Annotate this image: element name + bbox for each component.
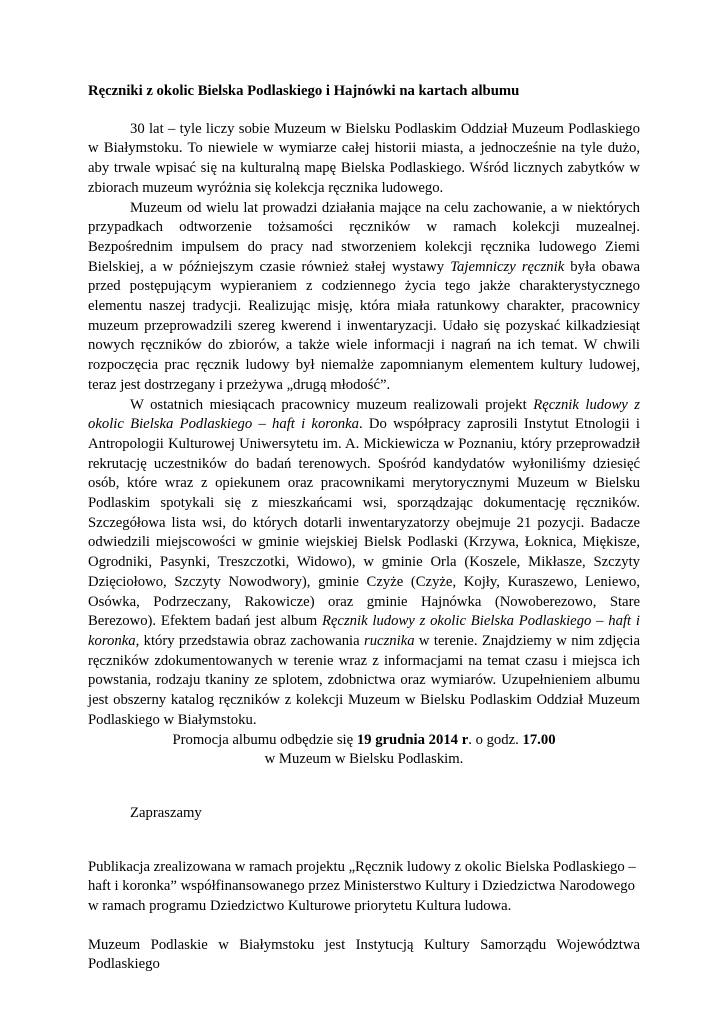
exhibition-title: Tajemniczy ręcznik <box>450 258 565 275</box>
promotion-location: w Muzeum w Bielsku Podlaskim. <box>264 751 464 768</box>
paragraph-project-text-2: . Do współpracy zaprosili Instytut Etnologii i Antropologii Kulturowej Uniwersytetu im. A. Mickiewicza w Poznaniu, który przeprowadził rekrutację uczestników do badań terenowych. Spośród kandydatów wyłoniliśmy dziesięć osób, które wraz z opiekunem oraz pracownikami merytorycznymi Muzeum w Bielsku Podlaskim spotykali się z mieszkańcami wsi, sporządzając dokumentację ręczników. Szczegółowa lista wsi, do których dotarli inwentaryzatorzy obejmuje 21 pozycji. Badacze odwiedzili miejscowości w gminie wiejskiej Bielsk Podlaski (Krzywa, Łoknica, Miękisze, Ogrodniki, Pasynki, Treszczotki, Widowo), w gminie Orla (Koszele, Mikłasze, Szczyty Dzięciołowo, Szczyty Nowodwory), gminie Czyże (Czyże, Kojły, Kuraszewo, Leniewo, Osówka, Podrzeczany, Rakowicze) oraz gminie Hajnówka (Nowoberezowo, Stare Berezowo). Efektem badań jest album <box>88 416 640 630</box>
document-page <box>88 82 640 975</box>
paragraph-intro: 30 lat – tyle liczy sobie Muzeum w Bielsku Podlaskim Oddział Muzeum Podlaskiego w Białymstoku. To niewiele w wymiarze całej historii miasta, a jednocześnie na tyle dużo, aby trwale wpisać się na kulturalną mapę Bielska Podlaskiego. Wśród licznych zabytków w zbiorach muzeum wyróżnia się kolekcja ręcznika ludowego. <box>88 120 640 196</box>
promotion-line <box>88 731 640 751</box>
closing-invitation: Zapraszamy <box>130 804 202 821</box>
paragraph-mission <box>88 199 640 396</box>
paragraph-mission-text-1: Muzeum od wielu lat prowadzi działania mające na celu zachowanie, a w niektórych przypadkach odtworzenie tożsamości ręczników w ramach kolekcji muzealnej. Bezpośrednim impulsem do pracy nad stworzeniem kolekcji ręcznika ludowego Ziemi Bielskiej, a w późniejszym czasie również stałej wystawy <box>88 199 640 275</box>
funding-note: Publikacja zrealizowana w ramach projektu „Ręcznik ludowy z okolic Bielska Podlaskiego – haft i koronka” współfinansowanego przez Ministerstwo Kultury i Dziedzictwa Narodowego w ramach programu Dziedzictwo Kulturowe priorytetu Kultura ludowa. <box>88 858 636 915</box>
institution-note: Muzeum Podlaskie w Białymstoku jest Instytucją Kultury Samorządu Województwa Podlaskiego <box>88 936 640 973</box>
promotion-prefix: Promocja albumu odbędzie się <box>172 731 357 748</box>
paragraph-mission-text-2: była obawa przed postępującym wypieraniem z codziennego życia tego jakże charakterystycznego elementu naszej tradycji. Realizując misję, która miała ratunkowy charakter, pracownicy muzeum przeprowadzili szereg kwerend i inwentaryzacji. Udało się pozyskać kilkadziesiąt nowych ręczników do zbiorów, a także wiele informacji i nagrań na ich temat. W chwili rozpoczęcia prac ręcznik ludowy był niemalże zapomnianym elementem kultury ludowej, teraz jest dostrzegany i przeżywa „drugą młodość”. <box>88 258 640 393</box>
paragraph-project-text-1: W ostatnich miesiącach pracownicy muzeum realizowali projekt <box>130 396 534 413</box>
promotion-time: 17.00 <box>522 731 556 748</box>
paragraph-project-text-3: który przedstawia obraz zachowania <box>139 632 364 649</box>
rucznik-term: rucznika <box>364 632 415 649</box>
paragraph-project <box>88 396 640 731</box>
document-title: Ręczniki z okolic Bielska Podlaskiego i Hajnówki na kartach albumu <box>88 83 520 99</box>
promotion-mid: . o godz. <box>468 731 523 748</box>
promotion-date: 19 grudnia 2014 r <box>356 731 469 748</box>
project-title: Ręcznik ludowy z okolic Bielska Podlaskiego – haft i koronka <box>88 396 641 433</box>
album-title: Ręcznik ludowy z okolic Bielska Podlaskiego – haft i koronka, <box>88 613 640 649</box>
paragraph-project-text-4: w terenie. Znajdziemy w nim zdjęcia ręczników zdokumentowanych w terenie wraz z informacjami na temat czasu i miejsca ich powstania, rodzaju tkaniny ze splotem, zdobnictwa oraz wymiarów. Uzupełnieniem albumu jest obszerny katalog ręczników z kolekcji Muzeum w Bielsku Podlaskim Oddział Muzeum Podlaskiego w Białymstoku. <box>88 632 640 728</box>
